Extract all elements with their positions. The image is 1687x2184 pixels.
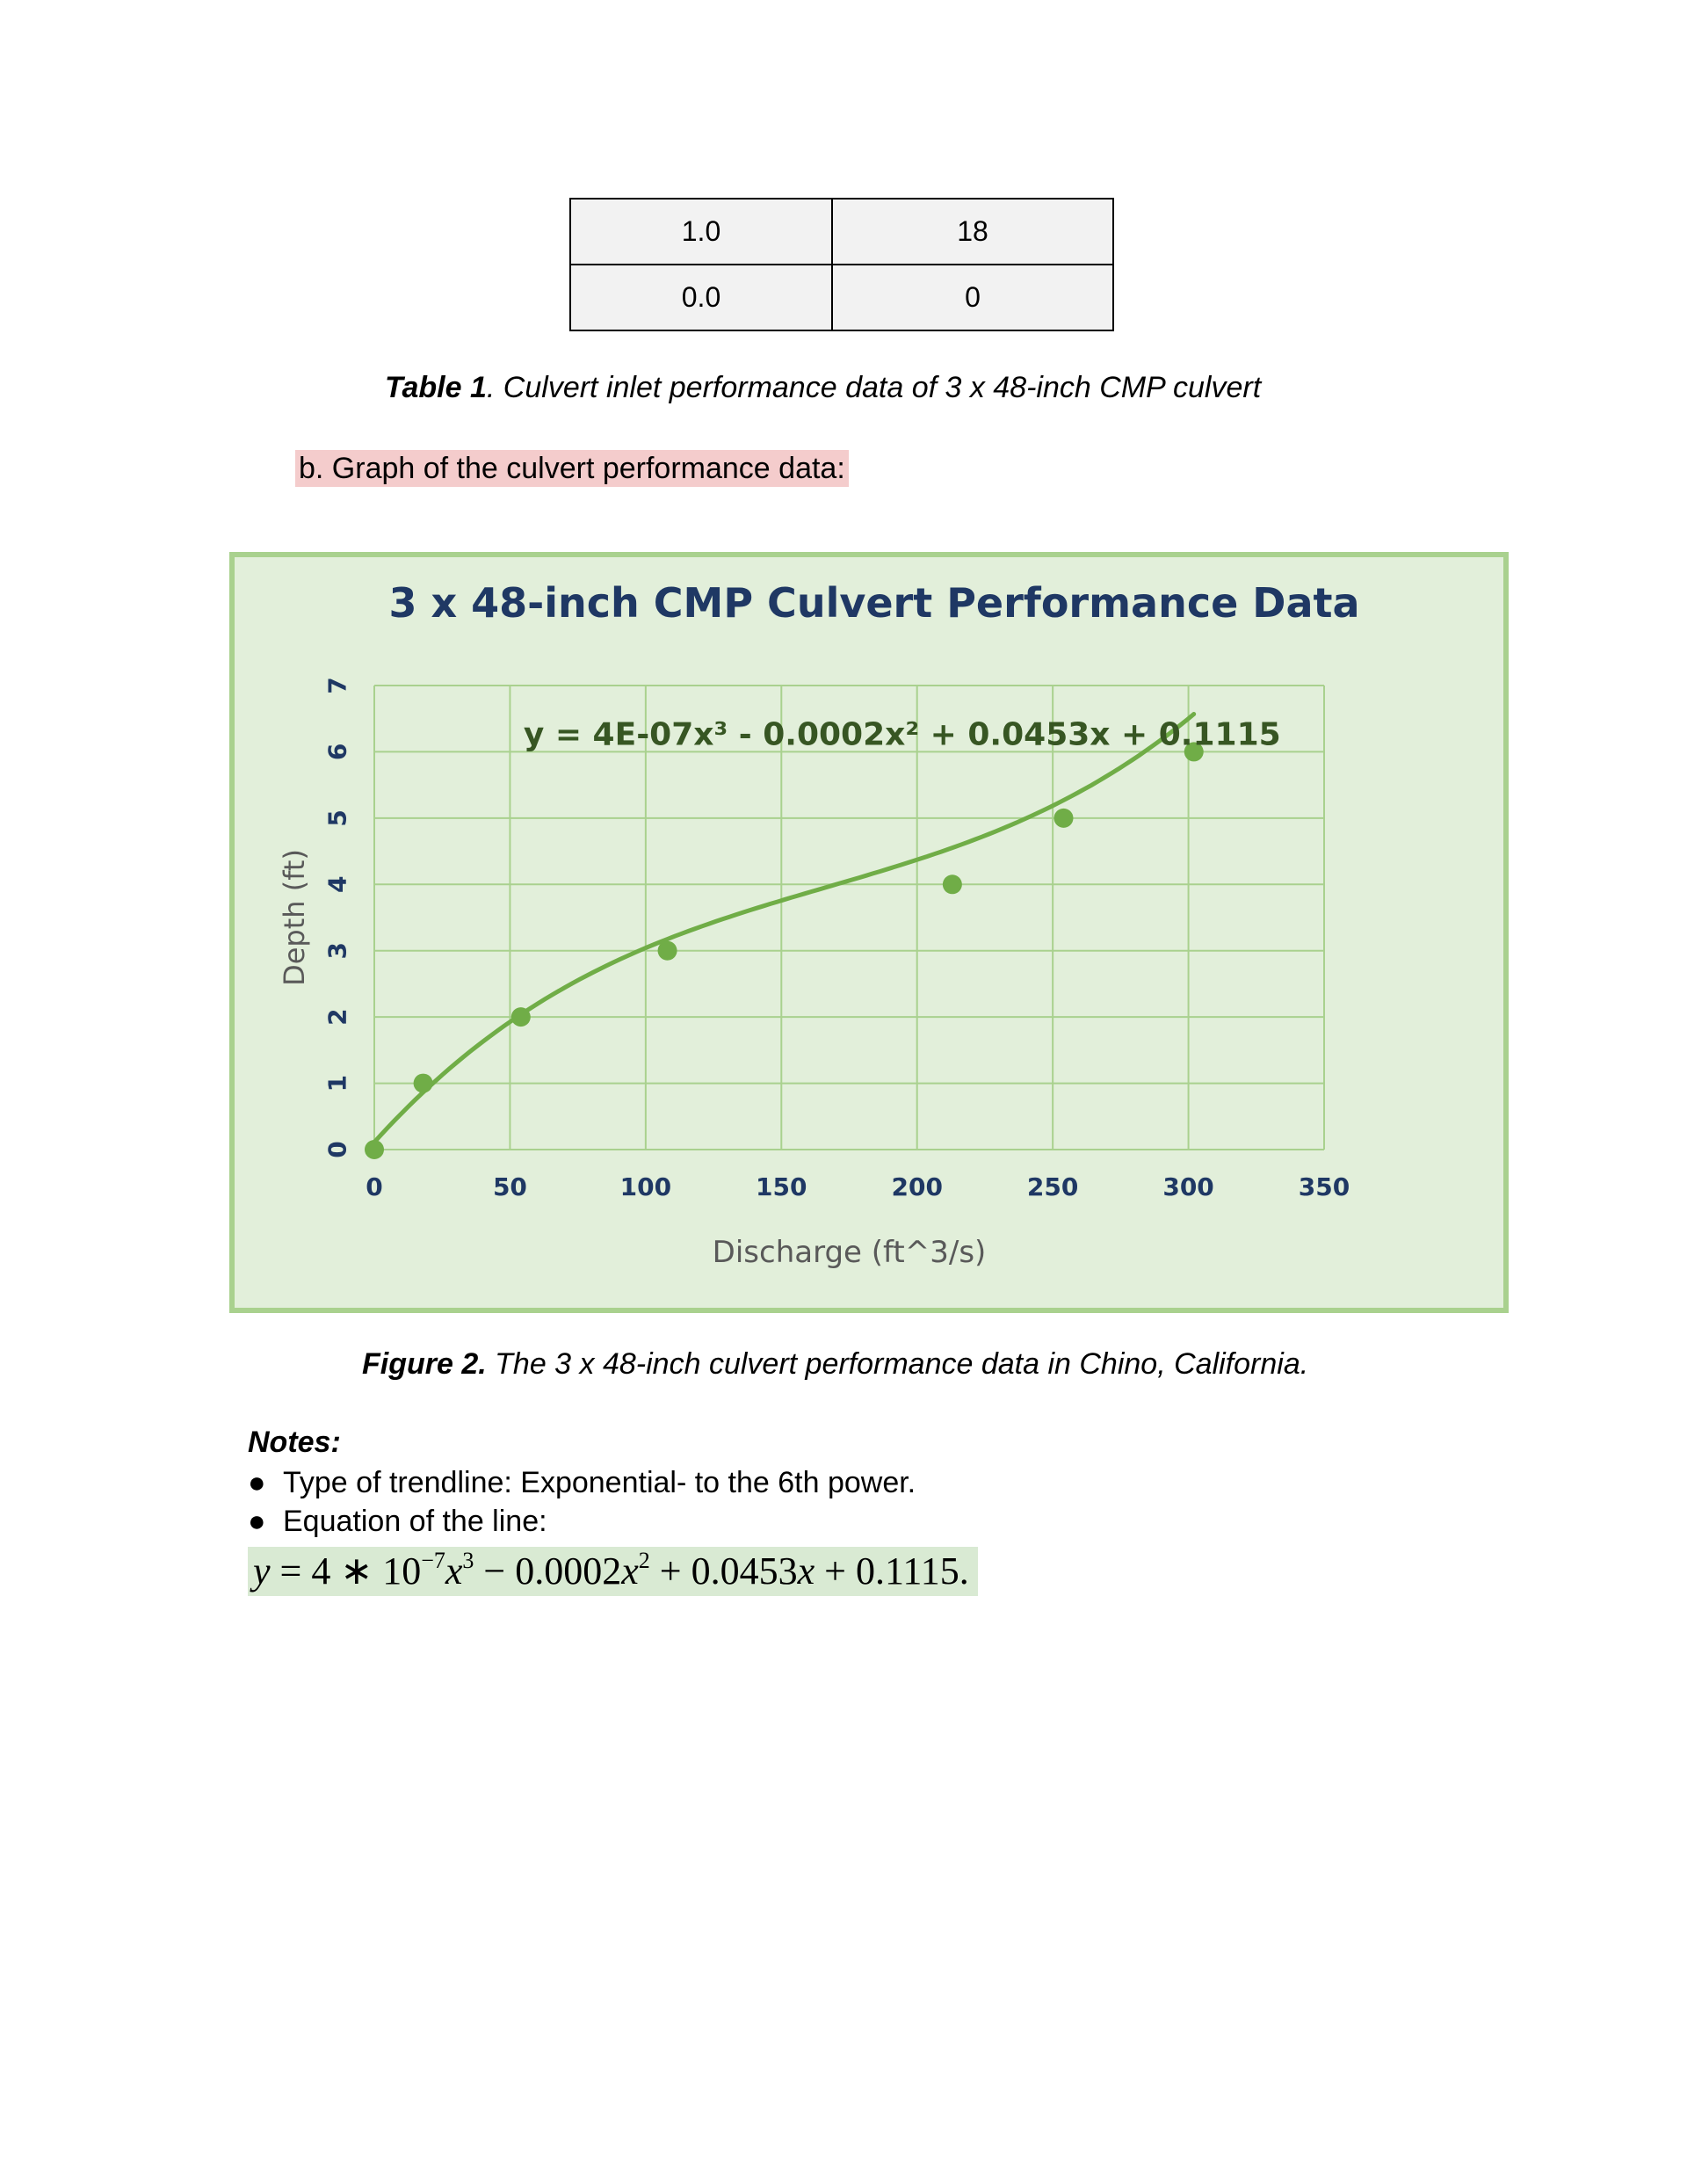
table-caption-text: . Culvert inlet performance data of 3 x 48-inch CMP culvert (486, 371, 1262, 404)
data-point (414, 1074, 433, 1093)
eq-var: x (445, 1549, 463, 1593)
y-axis-label: Depth (ft) (278, 849, 311, 986)
x-tick-label: 250 (1026, 1172, 1079, 1201)
chart (235, 557, 1503, 1308)
table-row (570, 265, 1113, 330)
y-tick-label: 1 (322, 1074, 352, 1092)
y-tick-label: 0 (322, 1141, 352, 1158)
y-tick-label: 4 (322, 875, 352, 894)
chart-frame (229, 552, 1509, 1313)
note-text: Equation of the line: (283, 1505, 547, 1538)
y-tick-label: 3 (322, 941, 352, 960)
eq-var: x (797, 1549, 815, 1593)
table-cell: 18 (832, 199, 1113, 265)
y-axis-ticks (323, 677, 352, 1157)
x-tick-label: 100 (619, 1172, 672, 1201)
eq-part: = 4 ∗ 10 (270, 1549, 422, 1593)
y-tick-label: 6 (322, 743, 352, 761)
figure-caption (362, 1347, 1308, 1382)
data-table (569, 198, 1114, 331)
data-point (1053, 809, 1073, 828)
eq-var: x (621, 1549, 639, 1593)
y-tick-label: 5 (322, 809, 352, 827)
trendline-equation: y = 4E-07x³ - 0.0002x² + 0.0453x + 0.1115 (523, 716, 1281, 753)
x-tick-label: 150 (756, 1172, 807, 1201)
trendline (374, 715, 1194, 1143)
table-row (570, 199, 1113, 265)
table-cell: 1.0 (570, 199, 832, 265)
note-text: Type of trendline: Exponential- to the 6th power. (283, 1466, 916, 1499)
x-tick-label: 0 (366, 1172, 383, 1201)
bullet: ● (248, 1466, 266, 1499)
note-item (248, 1505, 547, 1539)
eq-part: + 0.0453 (649, 1549, 798, 1593)
y-tick-label: 7 (322, 677, 352, 694)
eq-exp: 2 (638, 1548, 650, 1573)
table-caption-label: Table 1 (385, 371, 487, 404)
eq-var: y (253, 1549, 271, 1593)
data-point (511, 1007, 531, 1027)
y-tick-label: 2 (322, 1008, 352, 1026)
eq-part: + 0.1115. (815, 1549, 969, 1593)
x-tick-label: 300 (1162, 1172, 1214, 1201)
data-point (658, 941, 677, 961)
chart-grid (374, 686, 1324, 1150)
data-point (365, 1140, 384, 1159)
chart-title: 3 x 48-inch CMP Culvert Performance Data (388, 579, 1360, 627)
figure-caption-label: Figure 2. (362, 1347, 487, 1381)
table-cell: 0 (832, 265, 1113, 330)
x-tick-label: 350 (1298, 1172, 1350, 1201)
table-cell: 0.0 (570, 265, 832, 330)
section-heading: b. Graph of the culvert performance data: (295, 450, 849, 487)
notes-title: Notes: (248, 1426, 341, 1459)
figure-caption-text: The 3 x 48-inch culvert performance data in Chino, California. (486, 1347, 1309, 1381)
eq-exp: −7 (421, 1548, 445, 1573)
table-caption (385, 371, 1261, 405)
x-axis-ticks (366, 1172, 1350, 1201)
note-item (248, 1466, 916, 1500)
x-tick-label: 50 (492, 1172, 527, 1201)
equation (248, 1547, 978, 1596)
bullet: ● (248, 1505, 266, 1538)
eq-part: − 0.0002 (474, 1549, 622, 1593)
x-axis-label: Discharge (ft^3/s) (712, 1235, 987, 1270)
x-tick-label: 200 (891, 1172, 943, 1201)
eq-exp: 3 (462, 1548, 474, 1573)
data-point (943, 874, 962, 894)
